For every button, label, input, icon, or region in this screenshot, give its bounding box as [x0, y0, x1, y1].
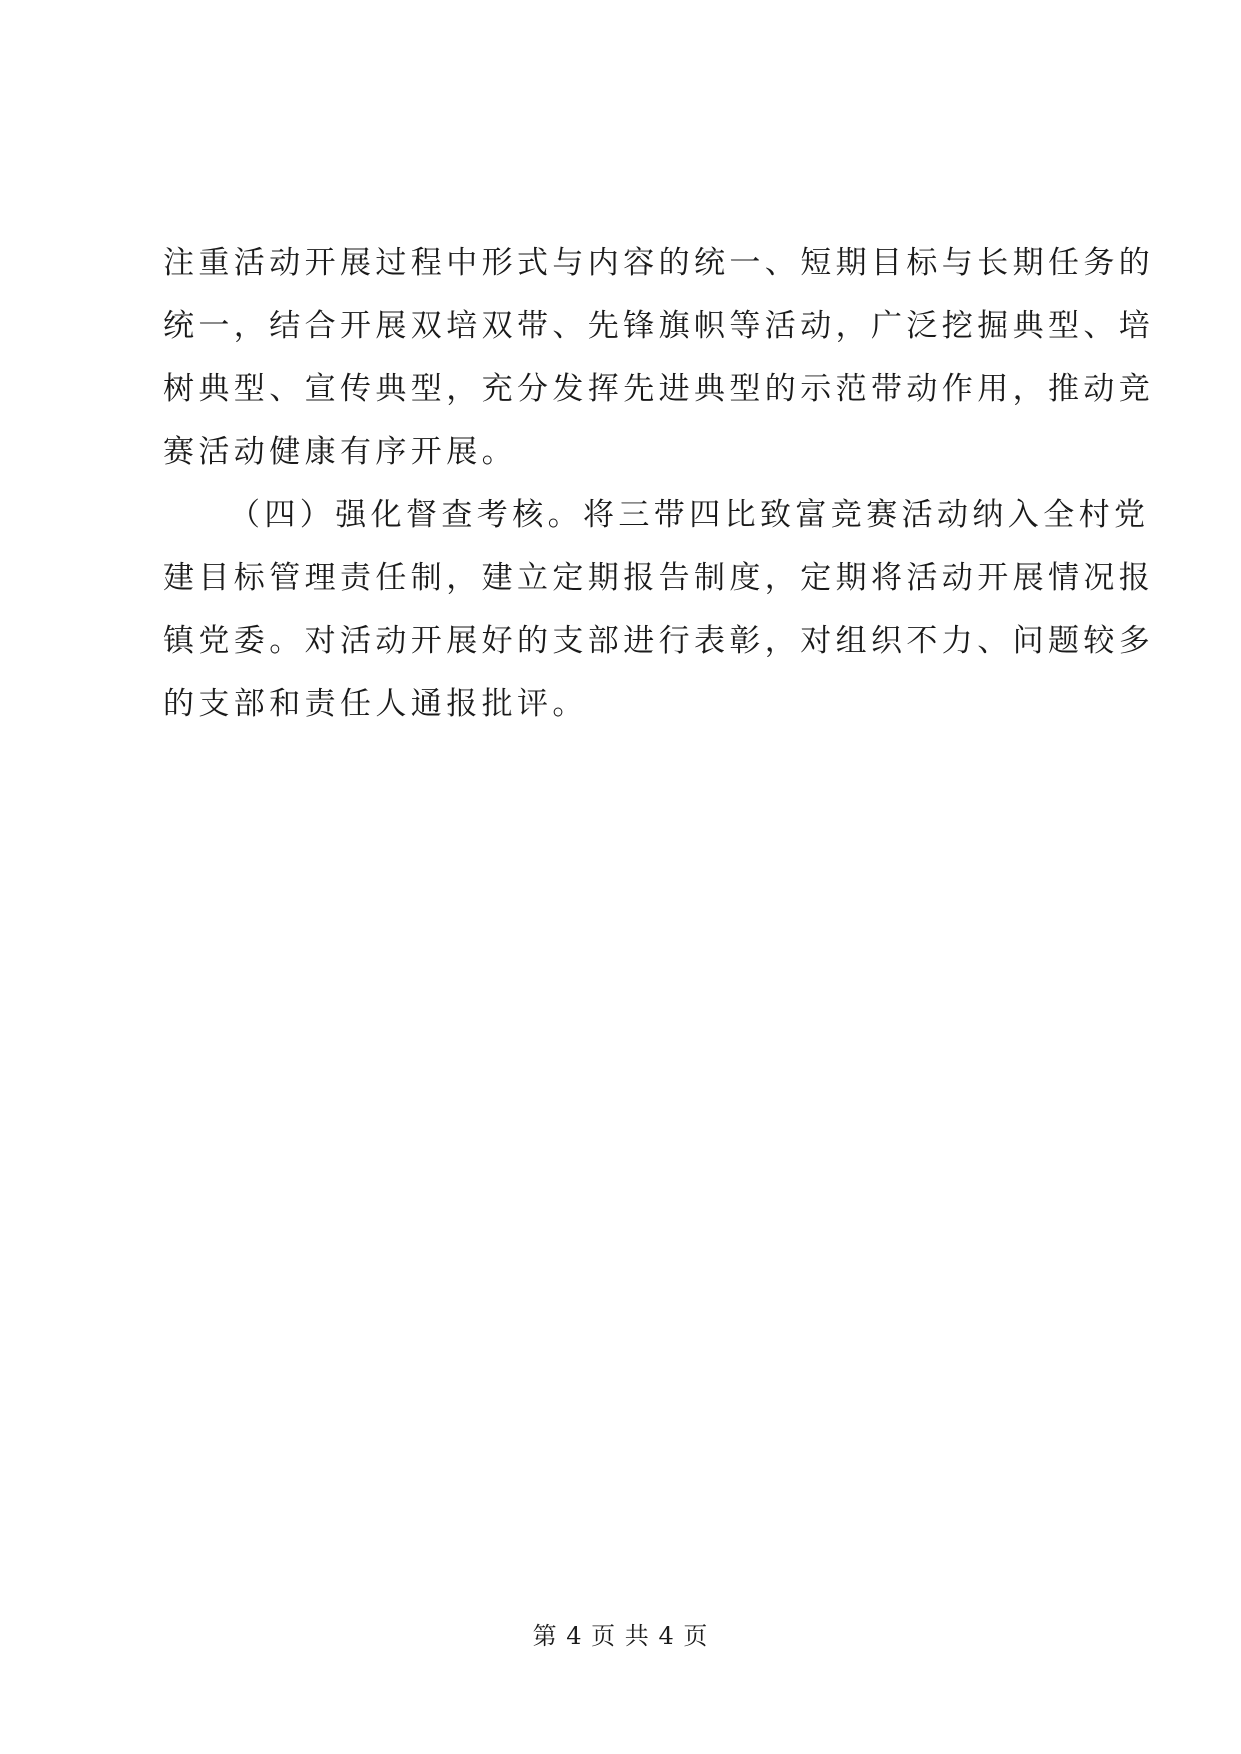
paragraph-line: 建目标管理责任制，建立定期报告制度，定期将活动开展情况报	[163, 560, 1155, 596]
paragraph-line: 的支部和责任人通报批评。	[163, 686, 588, 722]
paragraph-line: 统一，结合开展双培双带、先锋旗帜等活动，广泛挖掘典型、培	[163, 308, 1155, 344]
paragraph-line: 注重活动开展过程中形式与内容的统一、短期目标与长期任务的	[163, 245, 1155, 281]
paragraph-line: 赛活动健康有序开展。	[163, 434, 517, 470]
section-heading-line: （四）强化督查考核。将三带四比致富竞赛活动纳入全村党	[229, 497, 1150, 533]
page-number-footer: 第 4 页 共 4 页	[532, 1622, 709, 1650]
paragraph-line: 树典型、宣传典型，充分发挥先进典型的示范带动作用，推动竞	[163, 371, 1155, 407]
paragraph-line: 镇党委。对活动开展好的支部进行表彰，对组织不力、问题较多	[163, 623, 1155, 659]
document-body	[163, 232, 1155, 736]
